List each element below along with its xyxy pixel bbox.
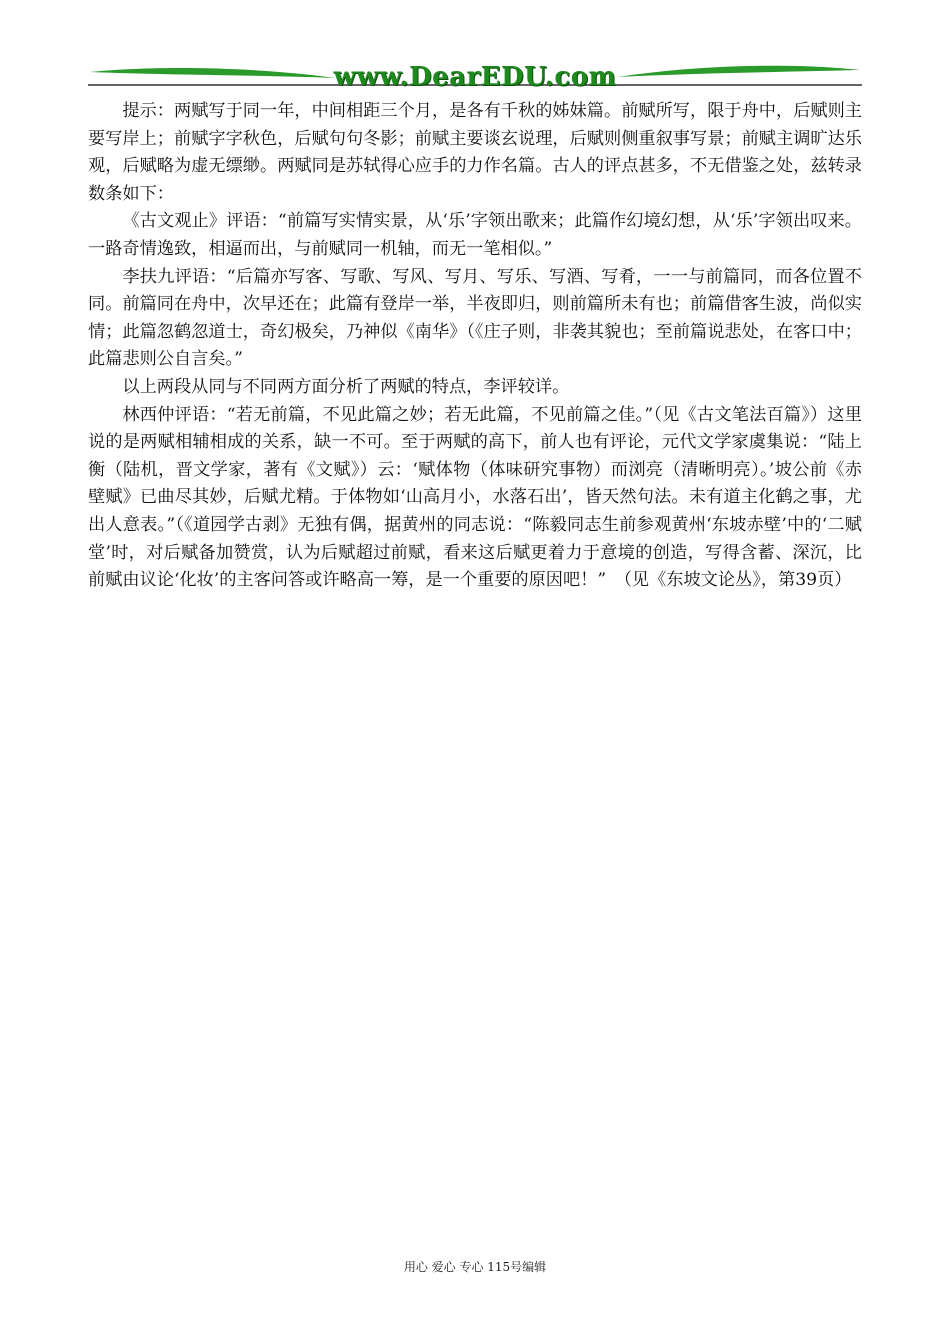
paragraph-guwen-comment: 《古文观止》评语：“前篇写实情实景，从‘乐’字领出歌来；此篇作幻境幻想，从‘乐’字领出叹来。一路奇情逸致，相逼而出，与前赋同一机轴，而无一笔相似。” [88,211,862,259]
paragraph-hint: 提示：两赋写于同一年，中间相距三个月，是各有千秋的姊妹篇。前赋所写，限于舟中，后赋则主要写岸上；前赋字字秋色，后赋句句冬影；前赋主要谈玄说理，后赋则侧重叙事写景；前赋主调旷达乐观，后赋略为虚无缥缈。两赋同是苏轼得心应手的力作名篇。古人的评点甚多，不无借鉴之处，兹转录数条如下： [88,101,862,204]
paragraph-lin-xizhong-comment: 林西仲评语：“若无前篇，不见此篇之妙；若无此篇，不见前篇之佳。”（见《古文笔法百篇》）这里说的是两赋相辅相成的关系，缺一不可。至于两赋的高下，前人也有评论，元代文学家虞集说：“陆上衡（陆机，晋文学家，著有《文赋》）云：‘赋体物（体味研究事物）而浏亮（清晰明亮）。’坡公前《赤壁赋》已曲尽其妙，后赋尤精。于体物如‘山高月小，水落石出’，皆天然句法。未有道主化鹤之事，尤出人意表。”（《道园学古剥》无独有偶，据黄州的同志说：“陈毅同志生前参观黄州‘东坡赤壁’中的‘二赋堂’时，对后赋备加赞赏，认为后赋超过前赋，看来这后赋更着力于意境的创造，写得含蓄、深沉，比前赋由议论‘化妆’的主客问答或许略高一筹，是一个重要的原因吧！” （见《东坡文论丛》，第39页） [88,404,862,591]
page-footer: 用心 爱心 专心 115号编辑 [403,1260,547,1274]
paragraph-li-fujiu-comment: 李扶九评语：“后篇亦写客、写歌、写风、写月、写乐、写酒、写肴，一一与前篇同，而各位置不同。前篇同在舟中，次早还在；此篇有登岸一举，半夜即归，则前篇所未有也；前篇借客生波，尚似实情；此篇忽鹤忽道士，奇幻极矣，乃神似《南华》（《庄子则，非袭其貌也；至前篇说悲处，在客口中；此篇悲则公自言矣。” [88,266,862,370]
paragraph-summary: 以上两段从同与不同两方面分析了两赋的特点，李评较详。 [122,376,570,397]
site-logo: www.DearEDU.com [333,62,617,92]
header-banner [88,58,862,94]
document-body [88,98,862,595]
